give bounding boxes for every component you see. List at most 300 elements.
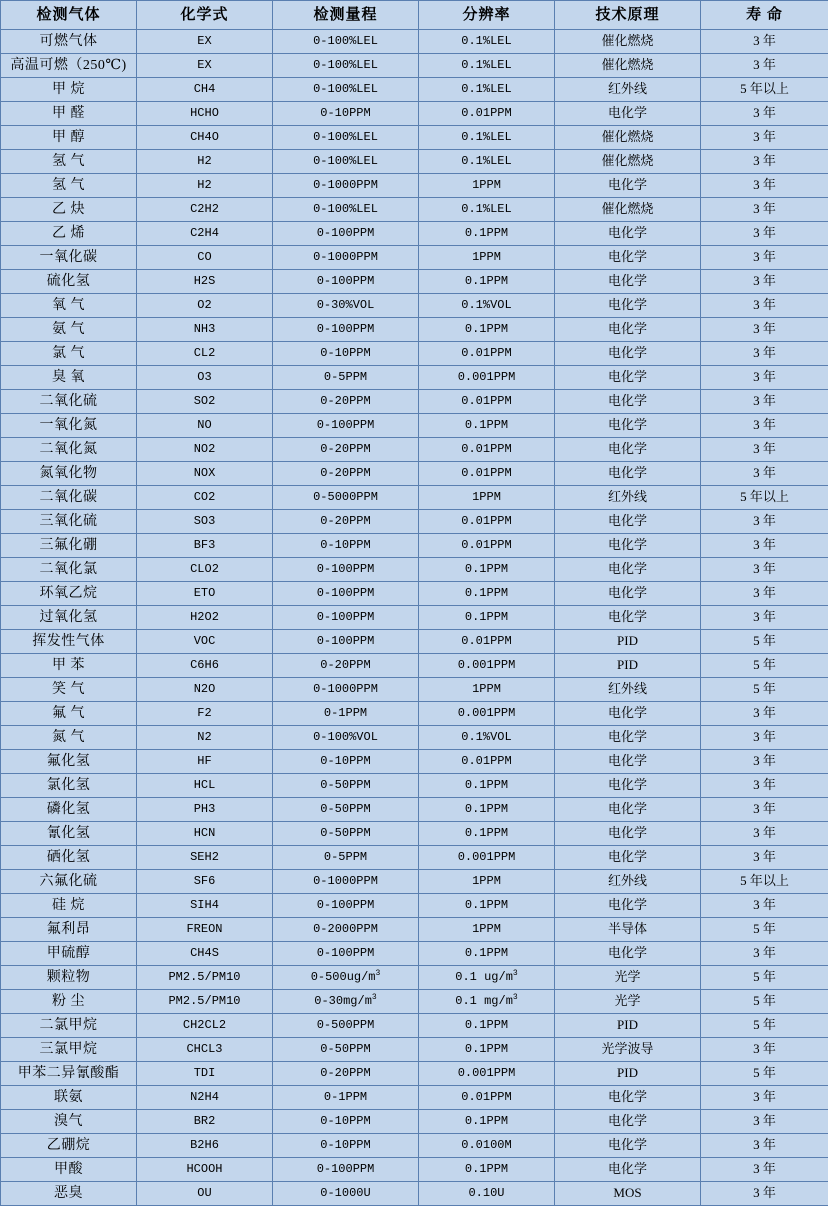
cell-lifetime: 5 年 (701, 630, 828, 654)
cell-range: 0-30%VOL (273, 294, 419, 318)
cell-formula: F2 (137, 702, 273, 726)
cell-range: 0-100%LEL (273, 150, 419, 174)
cell-formula: EX (137, 30, 273, 54)
cell-gas-name: 甲酸 (1, 1158, 137, 1182)
cell-lifetime: 3 年 (701, 318, 828, 342)
cell-range: 0-100PPM (273, 1158, 419, 1182)
cell-range: 0-5PPM (273, 846, 419, 870)
cell-formula: BR2 (137, 1110, 273, 1134)
table-row (1, 150, 828, 174)
cell-range: 0-10PPM (273, 102, 419, 126)
cell-range: 0-1000U (273, 1182, 419, 1206)
table-row (1, 702, 828, 726)
cell-range: 0-20PPM (273, 438, 419, 462)
cell-formula: CL2 (137, 342, 273, 366)
cell-formula: O3 (137, 366, 273, 390)
cell-lifetime: 3 年 (701, 222, 828, 246)
cell-gas-name: 硫化氢 (1, 270, 137, 294)
cell-resolution: 1PPM (419, 486, 555, 510)
table-row (1, 654, 828, 678)
cell-formula: B2H6 (137, 1134, 273, 1158)
table-row (1, 918, 828, 942)
cell-lifetime: 3 年 (701, 750, 828, 774)
table-row (1, 1086, 828, 1110)
cell-gas-name: 联氨 (1, 1086, 137, 1110)
cell-technology: 电化学 (555, 462, 701, 486)
cell-resolution: 0.001PPM (419, 654, 555, 678)
cell-lifetime: 3 年 (701, 1086, 828, 1110)
cell-range: 0-100%LEL (273, 198, 419, 222)
table-row (1, 390, 828, 414)
cell-gas-name: 甲硫醇 (1, 942, 137, 966)
cell-formula: H2 (137, 150, 273, 174)
cell-technology: 电化学 (555, 1134, 701, 1158)
cell-technology: 电化学 (555, 798, 701, 822)
cell-range: 0-100PPM (273, 606, 419, 630)
cell-lifetime: 3 年 (701, 270, 828, 294)
table-row (1, 990, 828, 1014)
cell-gas-name: 氟化氢 (1, 750, 137, 774)
cell-technology: 催化燃烧 (555, 126, 701, 150)
table-row (1, 294, 828, 318)
cell-formula: CLO2 (137, 558, 273, 582)
column-header-technology: 技术原理 (555, 1, 701, 30)
table-row (1, 342, 828, 366)
cell-gas-name: 三氧化硫 (1, 510, 137, 534)
cell-resolution: 1PPM (419, 678, 555, 702)
cell-resolution: 0.01PPM (419, 534, 555, 558)
cell-lifetime: 3 年 (701, 822, 828, 846)
cell-formula: CO2 (137, 486, 273, 510)
cell-technology: 催化燃烧 (555, 30, 701, 54)
cell-range: 0-100PPM (273, 318, 419, 342)
cell-gas-name: 二氧化硫 (1, 390, 137, 414)
cell-lifetime: 3 年 (701, 1110, 828, 1134)
column-header-gas: 检测气体 (1, 1, 137, 30)
table-row (1, 1014, 828, 1038)
cell-gas-name: 氢 气 (1, 174, 137, 198)
cell-lifetime: 3 年 (701, 1182, 828, 1206)
cell-range: 0-5000PPM (273, 486, 419, 510)
cell-lifetime: 3 年 (701, 558, 828, 582)
cell-range: 0-100PPM (273, 582, 419, 606)
cell-formula: PM2.5/PM10 (137, 990, 273, 1014)
cell-lifetime: 3 年 (701, 366, 828, 390)
cell-resolution: 0.1PPM (419, 798, 555, 822)
cell-lifetime: 5 年 (701, 990, 828, 1014)
cell-gas-name: 硅 烷 (1, 894, 137, 918)
cell-technology: 电化学 (555, 510, 701, 534)
table-row (1, 894, 828, 918)
cell-technology: 光学 (555, 966, 701, 990)
cell-formula: NH3 (137, 318, 273, 342)
cell-resolution: 0.01PPM (419, 102, 555, 126)
column-header-range: 检测量程 (273, 1, 419, 30)
cell-range: 0-100PPM (273, 942, 419, 966)
table-row (1, 750, 828, 774)
cell-formula: H2S (137, 270, 273, 294)
cell-formula: C2H2 (137, 198, 273, 222)
table-row (1, 966, 828, 990)
cell-lifetime: 3 年 (701, 390, 828, 414)
cell-lifetime: 5 年以上 (701, 870, 828, 894)
cell-technology: 电化学 (555, 270, 701, 294)
cell-resolution: 0.01PPM (419, 1086, 555, 1110)
table-row (1, 318, 828, 342)
cell-gas-name: 氨 气 (1, 318, 137, 342)
table-row (1, 822, 828, 846)
cell-technology: 催化燃烧 (555, 54, 701, 78)
cell-formula: FREON (137, 918, 273, 942)
cell-range: 0-20PPM (273, 654, 419, 678)
table-row (1, 726, 828, 750)
cell-technology: 红外线 (555, 78, 701, 102)
table-row (1, 414, 828, 438)
cell-formula: SIH4 (137, 894, 273, 918)
cell-resolution: 0.1PPM (419, 774, 555, 798)
cell-gas-name: 甲 苯 (1, 654, 137, 678)
table-row (1, 1038, 828, 1062)
cell-formula: ETO (137, 582, 273, 606)
cell-resolution: 1PPM (419, 246, 555, 270)
cell-resolution: 0.1%LEL (419, 126, 555, 150)
cell-lifetime: 3 年 (701, 174, 828, 198)
cell-technology: 电化学 (555, 582, 701, 606)
cell-resolution: 1PPM (419, 918, 555, 942)
cell-gas-name: 高温可燃（250℃) (1, 54, 137, 78)
cell-formula: NOX (137, 462, 273, 486)
table-row (1, 558, 828, 582)
cell-technology: 电化学 (555, 438, 701, 462)
cell-gas-name: 三氟化硼 (1, 534, 137, 558)
cell-formula: CH4S (137, 942, 273, 966)
cell-gas-name: 磷化氢 (1, 798, 137, 822)
cell-technology: 电化学 (555, 726, 701, 750)
cell-resolution: 1PPM (419, 870, 555, 894)
cell-lifetime: 5 年 (701, 918, 828, 942)
cell-formula: TDI (137, 1062, 273, 1086)
cell-formula: NO (137, 414, 273, 438)
cell-resolution: 0.1PPM (419, 822, 555, 846)
cell-lifetime: 3 年 (701, 894, 828, 918)
cell-range: 0-20PPM (273, 462, 419, 486)
cell-resolution: 0.001PPM (419, 1062, 555, 1086)
cell-range: 0-1000PPM (273, 870, 419, 894)
cell-technology: PID (555, 1062, 701, 1086)
cell-range: 0-1PPM (273, 702, 419, 726)
cell-technology: 电化学 (555, 294, 701, 318)
cell-gas-name: 乙 炔 (1, 198, 137, 222)
cell-formula: C6H6 (137, 654, 273, 678)
cell-formula: CHCL3 (137, 1038, 273, 1062)
cell-gas-name: 挥发性气体 (1, 630, 137, 654)
table-row (1, 678, 828, 702)
cell-resolution: 0.1 $ug/m^3$ (419, 966, 555, 990)
cell-technology: 电化学 (555, 1086, 701, 1110)
cell-resolution: 0.001PPM (419, 846, 555, 870)
cell-range: 0-100%LEL (273, 78, 419, 102)
cell-gas-name: 恶臭 (1, 1182, 137, 1206)
cell-range: 0-500PPM (273, 1014, 419, 1038)
cell-lifetime: 5 年以上 (701, 486, 828, 510)
cell-range: 0-10PPM (273, 534, 419, 558)
cell-range: 0-100PPM (273, 894, 419, 918)
table-row (1, 246, 828, 270)
column-header-formula: 化学式 (137, 1, 273, 30)
table-row (1, 198, 828, 222)
cell-formula: H2O2 (137, 606, 273, 630)
cell-gas-name: 硒化氢 (1, 846, 137, 870)
cell-lifetime: 3 年 (701, 1134, 828, 1158)
cell-lifetime: 3 年 (701, 198, 828, 222)
cell-gas-name: 笑 气 (1, 678, 137, 702)
cell-formula: HCHO (137, 102, 273, 126)
cell-lifetime: 3 年 (701, 342, 828, 366)
cell-resolution: 0.01PPM (419, 390, 555, 414)
table-row (1, 174, 828, 198)
cell-lifetime: 5 年 (701, 678, 828, 702)
cell-formula: SEH2 (137, 846, 273, 870)
cell-technology: 催化燃烧 (555, 150, 701, 174)
cell-lifetime: 3 年 (701, 606, 828, 630)
cell-gas-name: 颗粒物 (1, 966, 137, 990)
table-row (1, 102, 828, 126)
cell-formula: SO3 (137, 510, 273, 534)
cell-technology: 红外线 (555, 678, 701, 702)
cell-technology: 光学波导 (555, 1038, 701, 1062)
cell-range: $0-30mg/m^3$ (273, 990, 419, 1014)
cell-gas-name: 甲苯二异氰酸酯 (1, 1062, 137, 1086)
cell-range: 0-100%LEL (273, 126, 419, 150)
cell-resolution: 0.1PPM (419, 1110, 555, 1134)
table-row (1, 870, 828, 894)
cell-range: $0-500ug/m^3$ (273, 966, 419, 990)
cell-gas-name: 氮 气 (1, 726, 137, 750)
cell-range: 0-1000PPM (273, 246, 419, 270)
cell-technology: 电化学 (555, 558, 701, 582)
cell-gas-name: 氧 气 (1, 294, 137, 318)
cell-formula: HCN (137, 822, 273, 846)
cell-lifetime: 3 年 (701, 534, 828, 558)
cell-resolution: 0.1PPM (419, 942, 555, 966)
cell-lifetime: 3 年 (701, 702, 828, 726)
cell-range: 0-20PPM (273, 390, 419, 414)
cell-technology: 电化学 (555, 414, 701, 438)
table-row (1, 1182, 828, 1206)
table-row (1, 438, 828, 462)
cell-technology: 电化学 (555, 606, 701, 630)
cell-lifetime: 5 年以上 (701, 78, 828, 102)
cell-technology: 电化学 (555, 246, 701, 270)
cell-resolution: 0.001PPM (419, 366, 555, 390)
cell-formula: CH4O (137, 126, 273, 150)
cell-formula: N2H4 (137, 1086, 273, 1110)
cell-formula: N2O (137, 678, 273, 702)
cell-range: 0-50PPM (273, 1038, 419, 1062)
cell-technology: 电化学 (555, 702, 701, 726)
cell-formula: OU (137, 1182, 273, 1206)
cell-range: 0-5PPM (273, 366, 419, 390)
cell-lifetime: 3 年 (701, 30, 828, 54)
cell-technology: 半导体 (555, 918, 701, 942)
cell-formula: SF6 (137, 870, 273, 894)
cell-technology: 电化学 (555, 774, 701, 798)
cell-range: 0-50PPM (273, 798, 419, 822)
cell-range: 0-1000PPM (273, 678, 419, 702)
cell-resolution: 0.01PPM (419, 750, 555, 774)
cell-range: 0-50PPM (273, 822, 419, 846)
cell-gas-name: 氟 气 (1, 702, 137, 726)
cell-range: 0-10PPM (273, 1134, 419, 1158)
cell-formula: PM2.5/PM10 (137, 966, 273, 990)
cell-resolution: 0.1PPM (419, 318, 555, 342)
cell-range: 0-100%LEL (273, 30, 419, 54)
cell-gas-name: 粉 尘 (1, 990, 137, 1014)
cell-formula: CH4 (137, 78, 273, 102)
cell-gas-name: 臭 氧 (1, 366, 137, 390)
cell-resolution: 0.1 $mg/m^3$ (419, 990, 555, 1014)
cell-technology: PID (555, 1014, 701, 1038)
cell-lifetime: 3 年 (701, 774, 828, 798)
cell-technology: 电化学 (555, 222, 701, 246)
cell-formula: HCL (137, 774, 273, 798)
cell-lifetime: 3 年 (701, 582, 828, 606)
table-row (1, 270, 828, 294)
cell-resolution: 0.1PPM (419, 270, 555, 294)
cell-lifetime: 3 年 (701, 462, 828, 486)
cell-lifetime: 3 年 (701, 798, 828, 822)
cell-formula: N2 (137, 726, 273, 750)
column-header-lifetime: 寿 命 (701, 1, 828, 30)
table-row (1, 366, 828, 390)
cell-technology: PID (555, 630, 701, 654)
table-row (1, 798, 828, 822)
cell-range: 0-10PPM (273, 342, 419, 366)
cell-formula: H2 (137, 174, 273, 198)
cell-resolution: 0.1%LEL (419, 54, 555, 78)
cell-resolution: 0.10U (419, 1182, 555, 1206)
cell-lifetime: 3 年 (701, 942, 828, 966)
cell-technology: 电化学 (555, 174, 701, 198)
cell-resolution: 0.1%LEL (419, 150, 555, 174)
cell-range: 0-20PPM (273, 510, 419, 534)
cell-range: 0-100PPM (273, 222, 419, 246)
table-body (1, 30, 828, 1206)
cell-lifetime: 3 年 (701, 1158, 828, 1182)
cell-formula: HF (137, 750, 273, 774)
table-header (1, 1, 828, 30)
table-row (1, 54, 828, 78)
cell-gas-name: 甲 醛 (1, 102, 137, 126)
table-row (1, 510, 828, 534)
cell-gas-name: 氢 气 (1, 150, 137, 174)
table-row (1, 486, 828, 510)
cell-gas-name: 过氧化氢 (1, 606, 137, 630)
cell-technology: 红外线 (555, 486, 701, 510)
cell-resolution: 0.01PPM (419, 342, 555, 366)
cell-technology: 电化学 (555, 822, 701, 846)
cell-lifetime: 3 年 (701, 246, 828, 270)
cell-range: 0-100PPM (273, 414, 419, 438)
cell-range: 0-20PPM (273, 1062, 419, 1086)
table-row (1, 30, 828, 54)
cell-formula: EX (137, 54, 273, 78)
cell-formula: SO2 (137, 390, 273, 414)
cell-technology: 红外线 (555, 870, 701, 894)
cell-gas-name: 乙 烯 (1, 222, 137, 246)
table-row (1, 462, 828, 486)
cell-resolution: 0.1PPM (419, 558, 555, 582)
cell-gas-name: 一氧化碳 (1, 246, 137, 270)
cell-range: 0-1PPM (273, 1086, 419, 1110)
cell-resolution: 0.01PPM (419, 510, 555, 534)
cell-gas-name: 乙硼烷 (1, 1134, 137, 1158)
cell-resolution: 0.1%LEL (419, 198, 555, 222)
cell-lifetime: 5 年 (701, 966, 828, 990)
cell-formula: C2H4 (137, 222, 273, 246)
table-row (1, 846, 828, 870)
cell-gas-name: 二氧化氮 (1, 438, 137, 462)
cell-technology: 电化学 (555, 1110, 701, 1134)
cell-technology: MOS (555, 1182, 701, 1206)
cell-resolution: 1PPM (419, 174, 555, 198)
cell-gas-name: 一氧化氮 (1, 414, 137, 438)
table-row (1, 534, 828, 558)
cell-technology: 电化学 (555, 846, 701, 870)
cell-technology: 电化学 (555, 942, 701, 966)
table-row (1, 942, 828, 966)
cell-gas-name: 氰化氢 (1, 822, 137, 846)
cell-lifetime: 3 年 (701, 102, 828, 126)
cell-range: 0-2000PPM (273, 918, 419, 942)
cell-resolution: 0.1%LEL (419, 78, 555, 102)
cell-technology: 电化学 (555, 534, 701, 558)
cell-range: 0-10PPM (273, 750, 419, 774)
cell-formula: VOC (137, 630, 273, 654)
cell-resolution: 0.1%LEL (419, 30, 555, 54)
cell-range: 0-100%LEL (273, 54, 419, 78)
cell-resolution: 0.01PPM (419, 462, 555, 486)
cell-range: 0-10PPM (273, 1110, 419, 1134)
cell-resolution: 0.1PPM (419, 582, 555, 606)
cell-resolution: 0.1PPM (419, 222, 555, 246)
cell-technology: 电化学 (555, 390, 701, 414)
cell-lifetime: 3 年 (701, 414, 828, 438)
cell-range: 0-100PPM (273, 630, 419, 654)
table-row (1, 1134, 828, 1158)
cell-lifetime: 3 年 (701, 150, 828, 174)
table-row (1, 1110, 828, 1134)
cell-technology: 光学 (555, 990, 701, 1014)
cell-resolution: 0.0100M (419, 1134, 555, 1158)
cell-technology: PID (555, 654, 701, 678)
cell-lifetime: 3 年 (701, 510, 828, 534)
cell-gas-name: 环氧乙烷 (1, 582, 137, 606)
cell-formula: NO2 (137, 438, 273, 462)
table-row (1, 126, 828, 150)
cell-resolution: 0.1PPM (419, 414, 555, 438)
cell-lifetime: 3 年 (701, 126, 828, 150)
cell-gas-name: 六氟化硫 (1, 870, 137, 894)
cell-lifetime: 3 年 (701, 54, 828, 78)
cell-gas-name: 甲 醇 (1, 126, 137, 150)
table-row (1, 630, 828, 654)
table-row (1, 606, 828, 630)
cell-lifetime: 5 年 (701, 654, 828, 678)
cell-formula: O2 (137, 294, 273, 318)
cell-gas-name: 氟利昂 (1, 918, 137, 942)
cell-technology: 电化学 (555, 366, 701, 390)
